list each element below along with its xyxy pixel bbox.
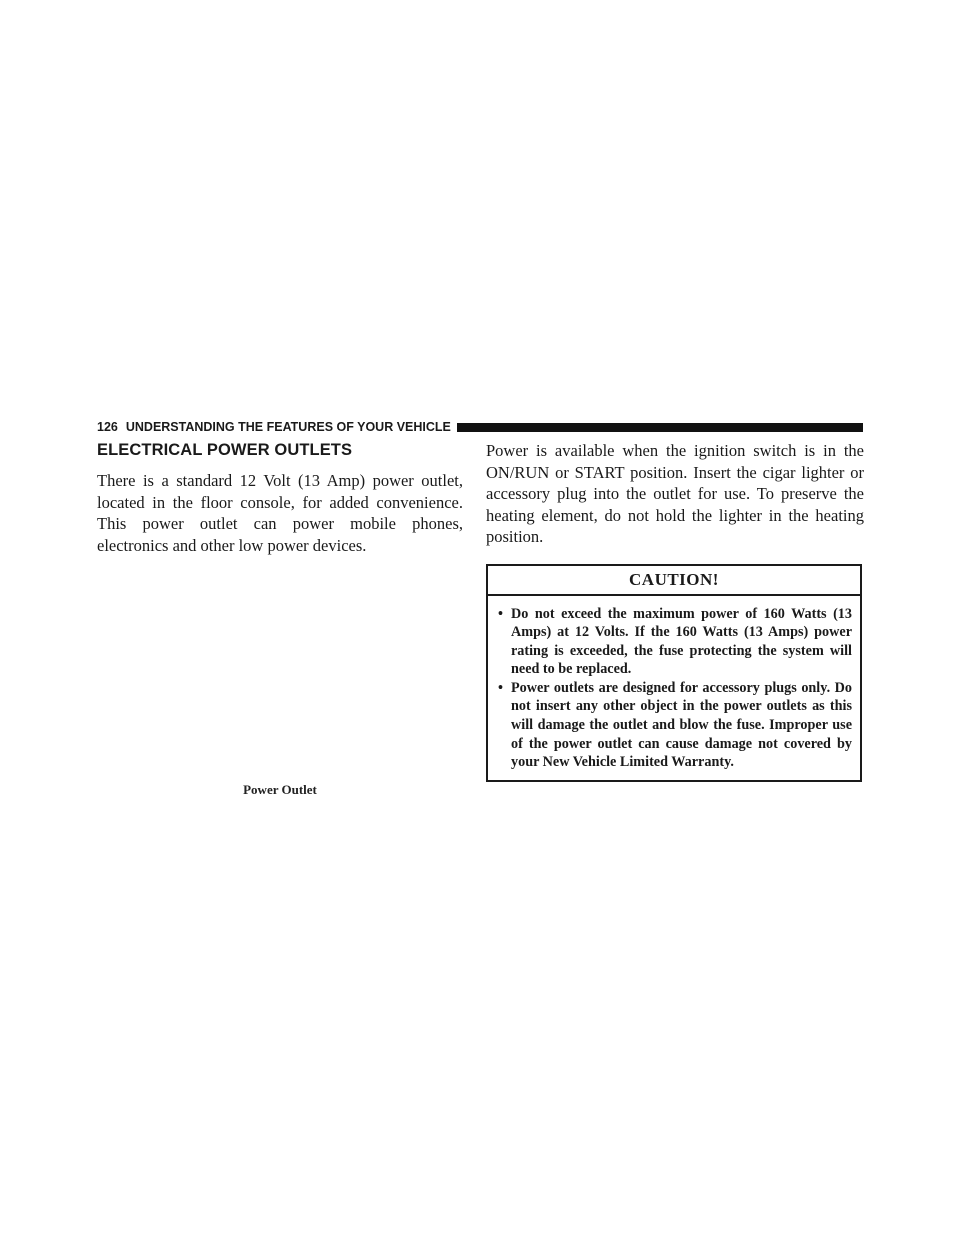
- left-column: [97, 438, 463, 796]
- bullet-icon: •: [498, 679, 503, 696]
- caution-item: [498, 679, 852, 772]
- caution-title: CAUTION!: [488, 566, 860, 596]
- availability-paragraph: Power is available when the ignition switch is in the ON/RUN or START position. Insert the cigar lighter or accessory plug into the outlet for use. To preserve the heating element, do not hold the lighter in the heating position.: [486, 441, 864, 546]
- figure-caption: Power Outlet: [243, 782, 317, 797]
- page-header: [97, 418, 863, 436]
- intro-paragraph: There is a standard 12 Volt (13 Amp) power outlet, located in the floor console, for added convenience. This power outlet can power mobile phones, electronics and other low power devices.: [97, 471, 463, 555]
- caution-item: [498, 605, 852, 679]
- bullet-icon: •: [498, 605, 503, 622]
- caution-item-text: Do not exceed the maximum power of 160 Watts (13 Amps) at 12 Volts. If the 160 Watts (13 Amps) power rating is exceeded, the fuse protecting the system will need to be replaced.: [511, 605, 852, 678]
- power-outlet-figure: [97, 586, 463, 796]
- caution-list: [488, 596, 860, 780]
- header-rule: [457, 423, 863, 432]
- page-number: 126: [97, 420, 118, 434]
- caution-box: [486, 564, 862, 782]
- right-column: [486, 440, 864, 782]
- caution-item-text: Power outlets are designed for accessory plugs only. Do not insert any other object in the power outlets as this will damage the outlet and blow the fuse. Improper use of the power outlet can cause damage not covered by your New Vehicle Limited Warranty.: [511, 679, 852, 771]
- section-heading: ELECTRICAL POWER OUTLETS: [97, 441, 353, 459]
- chapter-title: UNDERSTANDING THE FEATURES OF YOUR VEHICLE: [125, 420, 451, 434]
